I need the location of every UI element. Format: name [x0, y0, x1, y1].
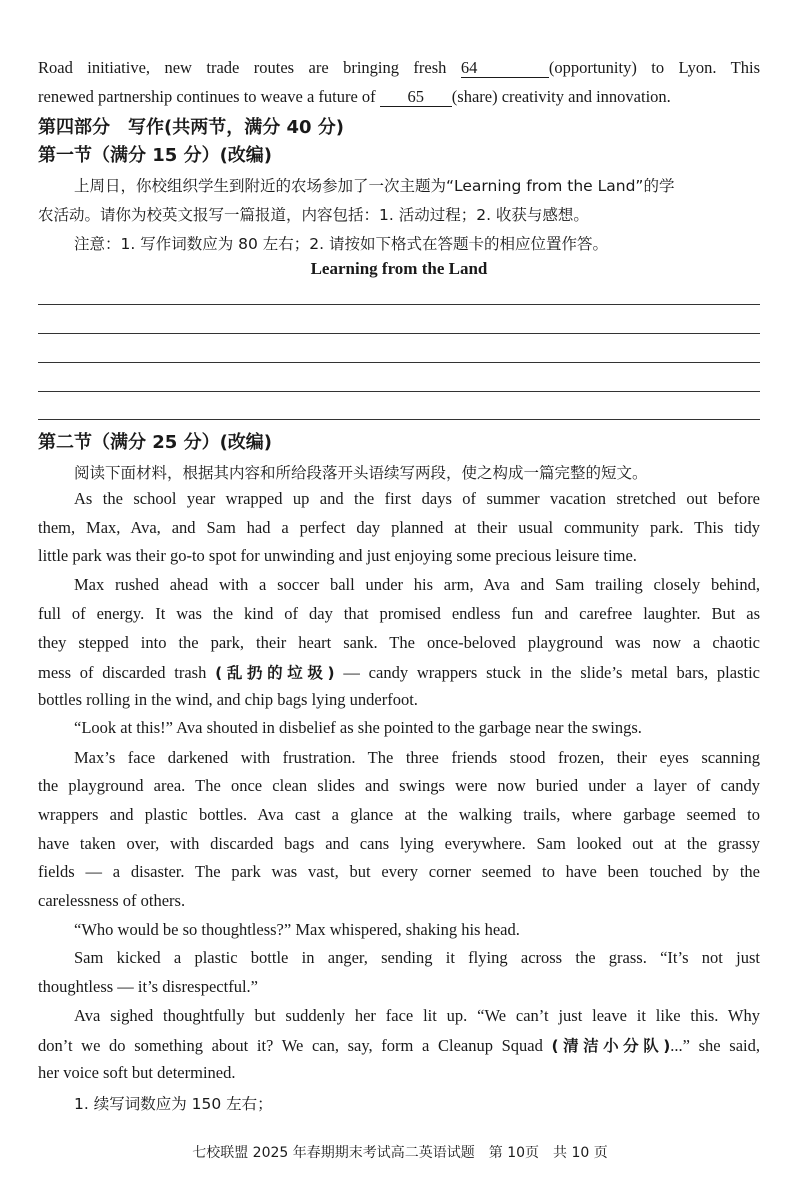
section1-prompt-line: 农活动。请你为校英文报写一篇报道，内容包括：1. 活动过程；2. 收获与感想。: [38, 206, 589, 224]
story-line: the playground area. The once clean slides and swings were now buried under a layer of candy: [38, 776, 760, 795]
chinese-gloss: (清洁小分队): [551, 1037, 671, 1055]
passage-line: [38, 58, 760, 78]
passage-text: Road initiative, new trade routes are bringing fresh: [38, 58, 447, 77]
story-line: [38, 1034, 760, 1056]
section2-instruction: 阅读下面材料，根据其内容和所给段落开头语续写两段，使之构成一篇完整的短文。: [74, 464, 648, 482]
answer-line: [38, 333, 760, 334]
essay-title: Learning from the Land: [310, 259, 488, 278]
story-line: As the school year wrapped up and the first days of summer vacation stretched out before: [74, 489, 760, 508]
part4-heading: 第四部分 写作(共两节，满分 40 分): [38, 117, 345, 138]
story-line: full of energy. It was the kind of day that promised endless fun and carefree laughter. But as: [38, 604, 760, 623]
section2-heading: 第二节（满分 25 分）(改编): [38, 432, 273, 453]
section1-heading: 第一节（满分 15 分）(改编): [38, 145, 273, 166]
story-line: Max rushed ahead with a soccer ball under his arm, Ava and Sam trailing closely behind,: [74, 575, 760, 594]
chinese-gloss: (乱扔的垃圾): [215, 664, 335, 682]
passage-line: [38, 87, 760, 107]
story-line: fields — a disaster. The park was vast, but every corner seemed to have been touched by the: [38, 862, 760, 881]
story-line: “Who would be so thoughtless?” Max whispered, shaking his head.: [74, 920, 520, 939]
story-line: carelessness of others.: [38, 891, 186, 910]
story-text: ...” she said,: [670, 1036, 760, 1055]
story-text: — candy wrappers stuck in the slide’s metal bars, plastic: [334, 663, 760, 682]
section1-prompt-line: 上周日，你校组织学生到附近的农场参加了一次主题为“Learning from the Land”的学: [74, 177, 675, 195]
answer-blank-65: 65: [380, 88, 452, 107]
story-line: “Look at this!” Ava shouted in disbelief as she pointed to the garbage near the swings.: [74, 718, 642, 737]
story-line: wrappers and plastic bottles. Ava cast a glance at the walking trails, where garbage seemed to: [38, 805, 760, 824]
story-line: little park was their go-to spot for unwinding and just enjoying some precious leisure time.: [38, 546, 637, 565]
story-line: her voice soft but determined.: [38, 1063, 236, 1082]
passage-text: (share) creativity and innovation.: [451, 87, 671, 106]
answer-line: [38, 362, 760, 363]
story-line: they stepped into the park, their heart sank. The once-beloved playground was now a chaotic: [38, 633, 760, 652]
story-line: Sam kicked a plastic bottle in anger, sending it flying across the grass. “It’s not just: [74, 948, 760, 967]
story-line: [38, 661, 760, 683]
page-footer: 七校联盟 2025 年春期期末考试高二英语试题 第 10页 共 10 页: [192, 1145, 608, 1161]
passage-text: (opportunity) to Lyon. This: [548, 58, 761, 77]
section1-note: 注意：1. 写作词数应为 80 左右；2. 请按如下格式在答题卡的相应位置作答。: [74, 235, 609, 253]
story-text: mess of discarded trash: [38, 663, 216, 682]
answer-line: [38, 419, 760, 420]
story-line: Ava sighed thoughtfully but suddenly her face lit up. “We can’t just leave it like this. Why: [74, 1006, 760, 1025]
passage-text: renewed partnership continues to weave a future of: [38, 87, 376, 106]
answer-line: [38, 304, 760, 305]
story-line: Max’s face darkened with frustration. The three friends stood frozen, their eyes scanning: [74, 748, 760, 767]
answer-line: [38, 391, 760, 392]
story-line: bottles rolling in the wind, and chip bags lying underfoot.: [38, 690, 418, 709]
answer-blank-64: 64: [461, 59, 549, 78]
story-line: thoughtless — it’s disrespectful.”: [38, 977, 258, 996]
requirement-item: 1. 续写词数应为 150 左右；: [74, 1095, 273, 1113]
story-text: don’t we do something about it? We can, say, form a Cleanup Squad: [38, 1036, 552, 1055]
story-line: them, Max, Ava, and Sam had a perfect day planned at their usual community park. This tidy: [38, 518, 760, 537]
story-line: have taken over, with discarded bags and cans lying everywhere. Sam looked out at the grassy: [38, 834, 760, 853]
